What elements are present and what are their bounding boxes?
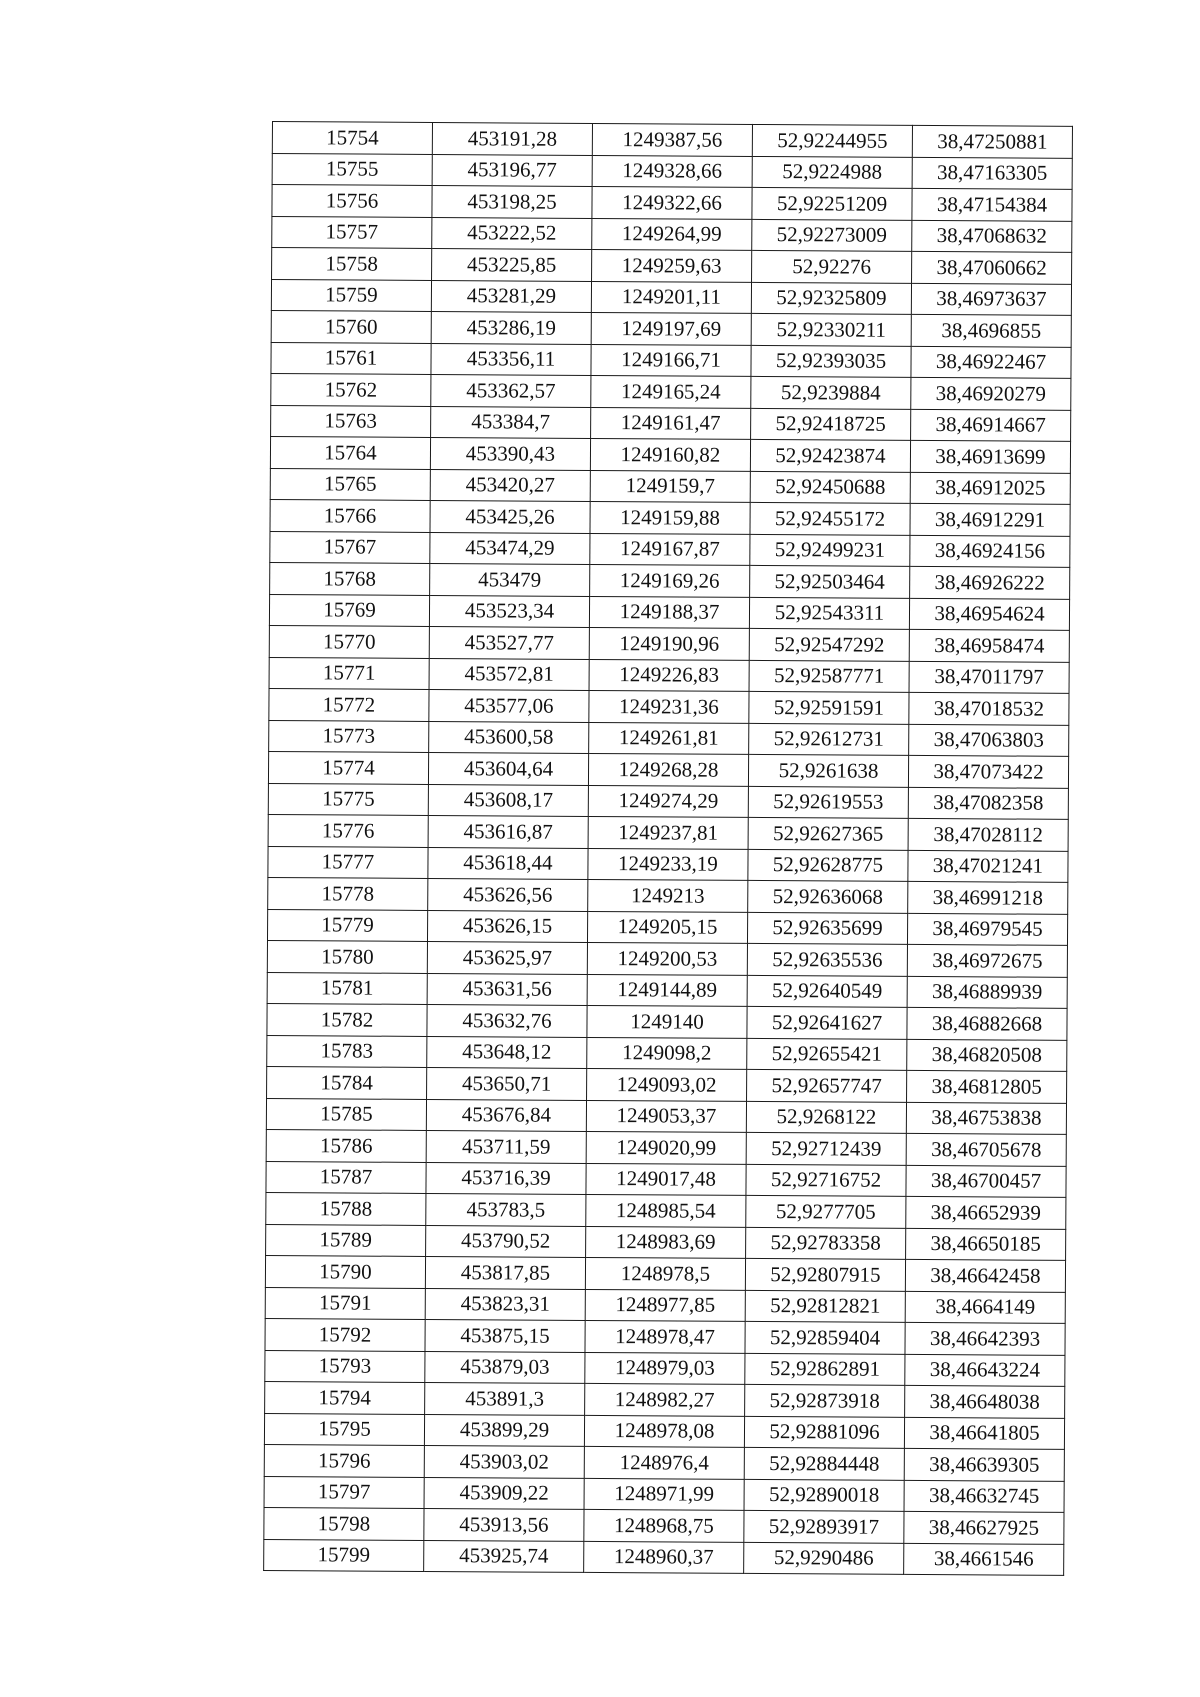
y-coordinate-cell: 1249098,2 (587, 1037, 747, 1069)
y-coordinate-cell: 1249165,24 (591, 375, 751, 407)
latitude-cell: 52,92783358 (746, 1227, 906, 1259)
latitude-cell: 52,92635536 (747, 943, 907, 975)
longitude-cell: 38,46700457 (906, 1165, 1066, 1197)
longitude-cell: 38,46650185 (906, 1228, 1066, 1260)
x-coordinate-cell: 453479 (430, 563, 590, 595)
longitude-cell: 38,46958474 (909, 629, 1069, 661)
x-coordinate-cell: 453625,97 (427, 941, 587, 973)
latitude-cell: 52,92641627 (747, 1006, 907, 1038)
latitude-cell: 52,9290486 (744, 1542, 904, 1574)
longitude-cell: 38,46920279 (911, 377, 1071, 409)
x-coordinate-cell: 453281,29 (431, 280, 591, 312)
x-coordinate-cell: 453903,02 (424, 1445, 584, 1477)
point-number-cell: 15779 (267, 909, 427, 941)
table-row (267, 909, 1067, 945)
latitude-cell: 52,92619553 (748, 786, 908, 818)
table-row (272, 185, 1072, 221)
table-row (271, 310, 1071, 346)
y-coordinate-cell: 1249160,82 (590, 438, 750, 470)
table-row (271, 405, 1071, 441)
latitude-cell: 52,92628775 (748, 849, 908, 881)
point-number-cell: 15783 (267, 1035, 427, 1067)
table-row (266, 1224, 1066, 1260)
y-coordinate-cell: 1248979,03 (585, 1352, 745, 1384)
longitude-cell: 38,46642458 (905, 1259, 1065, 1291)
point-number-cell: 15766 (270, 499, 430, 531)
x-coordinate-cell: 453817,85 (425, 1256, 585, 1288)
point-number-cell: 15788 (266, 1192, 426, 1224)
x-coordinate-cell: 453711,59 (426, 1130, 586, 1162)
x-coordinate-cell: 453626,56 (428, 878, 588, 910)
x-coordinate-cell: 453913,56 (424, 1508, 584, 1540)
latitude-cell: 52,92890018 (744, 1479, 904, 1511)
y-coordinate-cell: 1248971,99 (584, 1478, 744, 1510)
x-coordinate-cell: 453527,77 (429, 626, 589, 658)
y-coordinate-cell: 1249020,99 (586, 1131, 746, 1163)
x-coordinate-cell: 453286,19 (431, 311, 591, 343)
latitude-cell: 52,92881096 (744, 1416, 904, 1448)
x-coordinate-cell: 453425,26 (430, 500, 590, 532)
x-coordinate-cell: 453909,22 (424, 1477, 584, 1509)
longitude-cell: 38,46979545 (907, 913, 1067, 945)
y-coordinate-cell: 1249197,69 (591, 312, 751, 344)
table-row (270, 562, 1070, 598)
longitude-cell: 38,46627925 (904, 1511, 1064, 1543)
y-coordinate-cell: 1249201,11 (591, 281, 751, 313)
point-number-cell: 15760 (271, 310, 431, 342)
x-coordinate-cell: 453577,06 (429, 689, 589, 721)
y-coordinate-cell: 1249166,71 (591, 344, 751, 376)
table-row (272, 122, 1072, 158)
y-coordinate-cell: 1249053,37 (586, 1100, 746, 1132)
x-coordinate-cell: 453650,71 (427, 1067, 587, 1099)
longitude-cell: 38,47073422 (908, 755, 1068, 787)
longitude-cell: 38,46954624 (909, 598, 1069, 630)
table-row (264, 1476, 1064, 1512)
latitude-cell: 52,92716752 (746, 1164, 906, 1196)
y-coordinate-cell: 1248968,75 (584, 1509, 744, 1541)
longitude-cell: 38,46632745 (904, 1480, 1064, 1512)
table-row (268, 814, 1068, 850)
point-number-cell: 15784 (267, 1066, 427, 1098)
latitude-cell: 52,9277705 (746, 1195, 906, 1227)
coordinates-table (263, 121, 1073, 1576)
y-coordinate-cell: 1249017,48 (586, 1163, 746, 1195)
point-number-cell: 15762 (271, 373, 431, 405)
table-row (270, 531, 1070, 567)
latitude-cell: 52,92418725 (751, 408, 911, 440)
table-row (271, 342, 1071, 378)
latitude-cell: 52,9268122 (746, 1101, 906, 1133)
longitude-cell: 38,46924156 (910, 535, 1070, 567)
y-coordinate-cell: 1249144,89 (587, 974, 747, 1006)
point-number-cell: 15787 (266, 1161, 426, 1193)
longitude-cell: 38,47021241 (908, 850, 1068, 882)
y-coordinate-cell: 1249140 (587, 1005, 747, 1037)
latitude-cell: 52,92499231 (750, 534, 910, 566)
table-row (271, 279, 1071, 315)
x-coordinate-cell: 453604,64 (428, 752, 588, 784)
table-row (267, 1035, 1067, 1071)
x-coordinate-cell: 453648,12 (427, 1036, 587, 1068)
table-row (267, 972, 1067, 1008)
x-coordinate-cell: 453899,29 (424, 1414, 584, 1446)
x-coordinate-cell: 453384,7 (431, 406, 591, 438)
table-row (272, 248, 1072, 284)
longitude-cell: 38,46812805 (907, 1070, 1067, 1102)
y-coordinate-cell: 1249188,37 (589, 596, 749, 628)
x-coordinate-cell: 453626,15 (427, 910, 587, 942)
table-row (270, 468, 1070, 504)
y-coordinate-cell: 1249167,87 (590, 533, 750, 565)
y-coordinate-cell: 1249226,83 (589, 659, 749, 691)
longitude-cell: 38,46753838 (906, 1102, 1066, 1134)
latitude-cell: 52,9224988 (752, 156, 912, 188)
longitude-cell: 38,46926222 (910, 566, 1070, 598)
y-coordinate-cell: 1249161,47 (591, 407, 751, 439)
longitude-cell: 38,46882668 (907, 1007, 1067, 1039)
point-number-cell: 15758 (272, 248, 432, 280)
table-row (267, 1003, 1067, 1039)
y-coordinate-cell: 1249328,66 (592, 155, 752, 187)
latitude-cell: 52,92330211 (751, 313, 911, 345)
longitude-cell: 38,46639305 (904, 1448, 1064, 1480)
table-row (270, 436, 1070, 472)
longitude-cell: 38,46912291 (910, 503, 1070, 535)
point-number-cell: 15773 (269, 720, 429, 752)
point-number-cell: 15755 (272, 153, 432, 185)
latitude-cell: 52,92884448 (744, 1447, 904, 1479)
x-coordinate-cell: 453790,52 (426, 1225, 586, 1257)
point-number-cell: 15791 (265, 1287, 425, 1319)
x-coordinate-cell: 453420,27 (430, 469, 590, 501)
latitude-cell: 52,92873918 (745, 1384, 905, 1416)
longitude-cell: 38,47060662 (912, 251, 1072, 283)
table-row (267, 1066, 1067, 1102)
latitude-cell: 52,92251209 (752, 187, 912, 219)
table-row (272, 153, 1072, 189)
table-row (266, 1161, 1066, 1197)
point-number-cell: 15754 (272, 122, 432, 154)
latitude-cell: 52,9239884 (751, 376, 911, 408)
x-coordinate-cell: 453618,44 (428, 847, 588, 879)
table-row (268, 783, 1068, 819)
longitude-cell: 38,47068632 (912, 220, 1072, 252)
point-number-cell: 15768 (270, 562, 430, 594)
latitude-cell: 52,92627365 (748, 817, 908, 849)
table-row (266, 1129, 1066, 1165)
y-coordinate-cell: 1249169,26 (590, 564, 750, 596)
y-coordinate-cell: 1248983,69 (586, 1226, 746, 1258)
table-row (271, 373, 1071, 409)
y-coordinate-cell: 1249237,81 (588, 816, 748, 848)
y-coordinate-cell: 1248978,47 (585, 1320, 745, 1352)
table-row (270, 499, 1070, 535)
y-coordinate-cell: 1249264,99 (592, 218, 752, 250)
x-coordinate-cell: 453676,84 (426, 1099, 586, 1131)
latitude-cell: 52,92612731 (749, 723, 909, 755)
x-coordinate-cell: 453523,34 (429, 595, 589, 627)
x-coordinate-cell: 453875,15 (425, 1319, 585, 1351)
table-row (269, 625, 1069, 661)
y-coordinate-cell: 1249261,81 (589, 722, 749, 754)
x-coordinate-cell: 453356,11 (431, 343, 591, 375)
longitude-cell: 38,46705678 (906, 1133, 1066, 1165)
longitude-cell: 38,47063803 (909, 724, 1069, 756)
latitude-cell: 52,92635699 (747, 912, 907, 944)
point-number-cell: 15772 (269, 688, 429, 720)
point-number-cell: 15799 (264, 1539, 424, 1571)
y-coordinate-cell: 1248977,85 (585, 1289, 745, 1321)
y-coordinate-cell: 1249205,15 (587, 911, 747, 943)
point-number-cell: 15771 (269, 657, 429, 689)
table-row (267, 940, 1067, 976)
x-coordinate-cell: 453191,28 (432, 122, 592, 154)
longitude-cell: 38,4664149 (905, 1291, 1065, 1323)
point-number-cell: 15770 (269, 625, 429, 657)
point-number-cell: 15774 (268, 751, 428, 783)
latitude-cell: 52,92657747 (747, 1069, 907, 1101)
table-row (266, 1192, 1066, 1228)
point-number-cell: 15792 (265, 1318, 425, 1350)
latitude-cell: 52,92543311 (749, 597, 909, 629)
table-row (268, 751, 1068, 787)
latitude-cell: 52,92807915 (745, 1258, 905, 1290)
longitude-cell: 38,47028112 (908, 818, 1068, 850)
latitude-cell: 52,92393035 (751, 345, 911, 377)
longitude-cell: 38,46648038 (905, 1385, 1065, 1417)
longitude-cell: 38,46643224 (905, 1354, 1065, 1386)
latitude-cell: 52,92636068 (748, 880, 908, 912)
x-coordinate-cell: 453879,03 (425, 1351, 585, 1383)
y-coordinate-cell: 1249268,28 (588, 753, 748, 785)
y-coordinate-cell: 1249231,36 (589, 690, 749, 722)
table-row (266, 1098, 1066, 1134)
x-coordinate-cell: 453891,3 (425, 1382, 585, 1414)
point-number-cell: 15759 (271, 279, 431, 311)
point-number-cell: 15777 (268, 846, 428, 878)
longitude-cell: 38,46889939 (907, 976, 1067, 1008)
coordinates-table-body (264, 122, 1073, 1576)
x-coordinate-cell: 453362,57 (431, 374, 591, 406)
x-coordinate-cell: 453616,87 (428, 815, 588, 847)
point-number-cell: 15767 (270, 531, 430, 563)
point-number-cell: 15790 (265, 1255, 425, 1287)
point-number-cell: 15785 (266, 1098, 426, 1130)
table-row (269, 657, 1069, 693)
latitude-cell: 52,9261638 (748, 754, 908, 786)
latitude-cell: 52,92273009 (752, 219, 912, 251)
longitude-cell: 38,46913699 (910, 440, 1070, 472)
y-coordinate-cell: 1248982,27 (585, 1383, 745, 1415)
point-number-cell: 15786 (266, 1129, 426, 1161)
x-coordinate-cell: 453925,74 (424, 1540, 584, 1572)
table-row (269, 688, 1069, 724)
point-number-cell: 15797 (264, 1476, 424, 1508)
y-coordinate-cell: 1249259,63 (592, 249, 752, 281)
point-number-cell: 15798 (264, 1507, 424, 1539)
y-coordinate-cell: 1249387,56 (592, 123, 752, 155)
table-row (269, 720, 1069, 756)
longitude-cell: 38,46973637 (911, 283, 1071, 315)
x-coordinate-cell: 453572,81 (429, 658, 589, 690)
latitude-cell: 52,92325809 (751, 282, 911, 314)
latitude-cell: 52,92655421 (747, 1038, 907, 1070)
latitude-cell: 52,92712439 (746, 1132, 906, 1164)
x-coordinate-cell: 453783,5 (426, 1193, 586, 1225)
y-coordinate-cell: 1248978,5 (585, 1257, 745, 1289)
point-number-cell: 15794 (265, 1381, 425, 1413)
y-coordinate-cell: 1248976,4 (584, 1446, 744, 1478)
longitude-cell: 38,46820508 (907, 1039, 1067, 1071)
x-coordinate-cell: 453631,56 (427, 973, 587, 1005)
latitude-cell: 52,92423874 (750, 439, 910, 471)
latitude-cell: 52,92893917 (744, 1510, 904, 1542)
x-coordinate-cell: 453222,52 (432, 217, 592, 249)
point-number-cell: 15763 (271, 405, 431, 437)
table-row (272, 216, 1072, 252)
longitude-cell: 38,4661546 (904, 1543, 1064, 1575)
y-coordinate-cell: 1249274,29 (588, 785, 748, 817)
point-number-cell: 15761 (271, 342, 431, 374)
x-coordinate-cell: 453196,77 (432, 154, 592, 186)
table-row (265, 1287, 1065, 1323)
table-row (268, 846, 1068, 882)
x-coordinate-cell: 453608,17 (428, 784, 588, 816)
longitude-cell: 38,47154384 (912, 188, 1072, 220)
table-row (269, 594, 1069, 630)
point-number-cell: 15775 (268, 783, 428, 815)
y-coordinate-cell: 1248985,54 (586, 1194, 746, 1226)
longitude-cell: 38,47250881 (912, 125, 1072, 157)
y-coordinate-cell: 1249190,96 (589, 627, 749, 659)
y-coordinate-cell: 1248978,08 (584, 1415, 744, 1447)
latitude-cell: 52,92450688 (750, 471, 910, 503)
y-coordinate-cell: 1249200,53 (587, 942, 747, 974)
point-number-cell: 15756 (272, 185, 432, 217)
longitude-cell: 38,46641805 (904, 1417, 1064, 1449)
point-number-cell: 15780 (267, 940, 427, 972)
x-coordinate-cell: 453225,85 (432, 248, 592, 280)
table-row (265, 1255, 1065, 1291)
point-number-cell: 15765 (270, 468, 430, 500)
y-coordinate-cell: 1249159,7 (590, 470, 750, 502)
table-row (264, 1444, 1064, 1480)
point-number-cell: 15781 (267, 972, 427, 1004)
point-number-cell: 15793 (265, 1350, 425, 1382)
latitude-cell: 52,92587771 (749, 660, 909, 692)
y-coordinate-cell: 1248960,37 (584, 1541, 744, 1573)
longitude-cell: 38,47011797 (909, 661, 1069, 693)
table-row (265, 1350, 1065, 1386)
latitude-cell: 52,92503464 (750, 565, 910, 597)
x-coordinate-cell: 453474,29 (430, 532, 590, 564)
longitude-cell: 38,46922467 (911, 346, 1071, 378)
point-number-cell: 15757 (272, 216, 432, 248)
point-number-cell: 15776 (268, 814, 428, 846)
longitude-cell: 38,47082358 (908, 787, 1068, 819)
x-coordinate-cell: 453390,43 (430, 437, 590, 469)
latitude-cell: 52,92862891 (745, 1353, 905, 1385)
longitude-cell: 38,46912025 (910, 472, 1070, 504)
x-coordinate-cell: 453600,58 (429, 721, 589, 753)
x-coordinate-cell: 453823,31 (425, 1288, 585, 1320)
latitude-cell: 52,92547292 (749, 628, 909, 660)
latitude-cell: 52,92812821 (745, 1290, 905, 1322)
latitude-cell: 52,92455172 (750, 502, 910, 534)
longitude-cell: 38,46991218 (908, 881, 1068, 913)
longitude-cell: 38,4696855 (911, 314, 1071, 346)
table-row (265, 1318, 1065, 1354)
x-coordinate-cell: 453632,76 (427, 1004, 587, 1036)
latitude-cell: 52,92859404 (745, 1321, 905, 1353)
longitude-cell: 38,47018532 (909, 692, 1069, 724)
latitude-cell: 52,92244955 (752, 124, 912, 156)
latitude-cell: 52,92640549 (747, 975, 907, 1007)
y-coordinate-cell: 1249093,02 (587, 1068, 747, 1100)
y-coordinate-cell: 1249322,66 (592, 186, 752, 218)
table-row (268, 877, 1068, 913)
longitude-cell: 38,46972675 (907, 944, 1067, 976)
y-coordinate-cell: 1249213 (588, 879, 748, 911)
table-row (265, 1381, 1065, 1417)
longitude-cell: 38,46914667 (911, 409, 1071, 441)
table-row (264, 1507, 1064, 1543)
point-number-cell: 15764 (270, 436, 430, 468)
point-number-cell: 15778 (268, 877, 428, 909)
latitude-cell: 52,92591591 (749, 691, 909, 723)
table-row (264, 1413, 1064, 1449)
y-coordinate-cell: 1249159,88 (590, 501, 750, 533)
point-number-cell: 15782 (267, 1003, 427, 1035)
latitude-cell: 52,92276 (752, 250, 912, 282)
x-coordinate-cell: 453198,25 (432, 185, 592, 217)
y-coordinate-cell: 1249233,19 (588, 848, 748, 880)
x-coordinate-cell: 453716,39 (426, 1162, 586, 1194)
longitude-cell: 38,46652939 (906, 1196, 1066, 1228)
longitude-cell: 38,47163305 (912, 157, 1072, 189)
table-row (264, 1539, 1064, 1575)
point-number-cell: 15796 (264, 1444, 424, 1476)
point-number-cell: 15795 (264, 1413, 424, 1445)
point-number-cell: 15769 (269, 594, 429, 626)
longitude-cell: 38,46642393 (905, 1322, 1065, 1354)
point-number-cell: 15789 (266, 1224, 426, 1256)
